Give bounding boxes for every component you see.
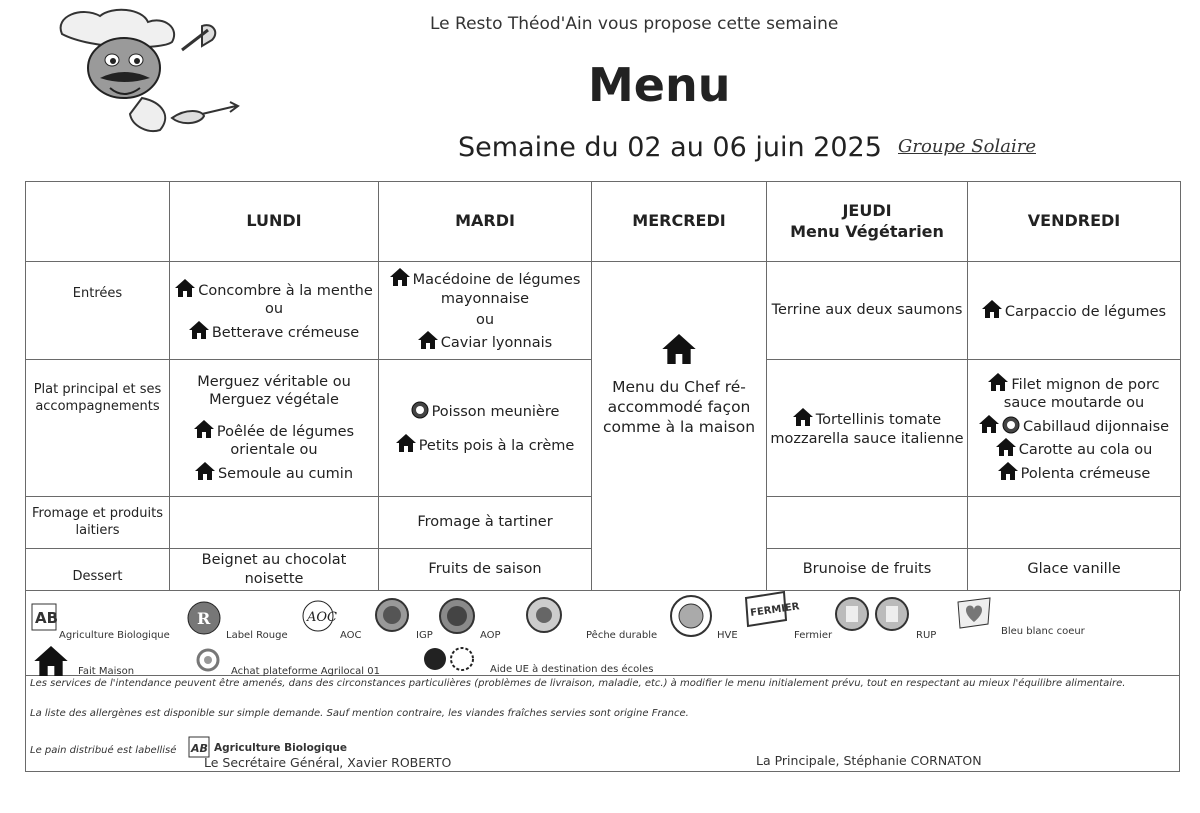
friday-fromage <box>968 497 1181 549</box>
friday-entrees <box>968 262 1181 360</box>
svg-text:R: R <box>197 609 211 628</box>
row-label-dessert: Dessert <box>26 549 170 591</box>
rup-seal-icon-1 <box>834 594 870 634</box>
row-label-fromage: Fromage et produits laitiers <box>26 497 170 549</box>
menu-item: Betterave crémeuse <box>173 321 375 343</box>
peche-durable-seal-icon <box>524 596 564 634</box>
day-header-monday: LUNDI <box>170 182 379 262</box>
aide-ue-logo <box>422 646 480 672</box>
day-header-friday: VENDREDI <box>968 182 1181 262</box>
thursday-label: JEUDI <box>842 201 892 221</box>
day-header-wednesday: MERCREDI <box>592 182 767 262</box>
signature-secretary: Le Secrétaire Général, Xavier ROBERTO <box>204 755 452 770</box>
agrilocal-logo <box>196 648 220 672</box>
footer-notes <box>25 676 1180 772</box>
house-icon <box>662 334 696 364</box>
house-icon <box>32 646 70 676</box>
ab-organic-logo <box>31 603 57 631</box>
friday-dessert: Glace vanille <box>968 549 1181 591</box>
house-icon <box>390 268 410 286</box>
hve-seal-icon <box>668 594 714 638</box>
house-icon <box>793 408 813 426</box>
aop-seal-icon <box>438 597 476 635</box>
corner-cell <box>26 182 170 262</box>
intro-text: Le Resto Théod'Ain vous propose cette semaine <box>430 14 839 34</box>
tuesday-plat <box>379 360 592 497</box>
svg-text:AB: AB <box>191 742 208 755</box>
legend-hve: HVE <box>717 630 738 641</box>
legend-bleu-blanc-coeur: Bleu blanc coeur <box>1001 626 1085 637</box>
note-bread: Le pain distribué est labellisé <box>30 745 177 756</box>
legend-aide-ue: Aide UE à destination des écoles <box>490 664 654 675</box>
house-icon <box>195 462 215 480</box>
note-allergens: La liste des allergènes est disponible sur simple demande. Sauf mention contraire, les viandes fraîches servies sont origine France. <box>30 708 689 719</box>
menu-item: Semoule au cumin <box>173 462 375 484</box>
rup-seal-icon-2 <box>874 594 910 634</box>
menu-item: Polenta crémeuse <box>971 462 1177 484</box>
igp-seal-icon <box>374 597 410 633</box>
menu-item: Poisson meunière <box>382 401 588 422</box>
sustainable-fishing-icon <box>1002 416 1020 434</box>
note-menu-changes: Les services de l'intendance peuvent être amenés, dans des circonstances particulières (problèmes de livraison, maladie, etc.) à modifier le menu initialement prévu, tout en respectant au mieux l'équilibre alimentaire. <box>30 678 1126 689</box>
thursday-fromage <box>767 497 968 549</box>
house-icon <box>982 300 1002 318</box>
menu-item: Caviar lyonnais <box>382 331 588 353</box>
menu-item: Tortellinis tomate mozzarella sauce italienne <box>770 408 964 448</box>
tuesday-entrees <box>379 262 592 360</box>
note-bread-label: Agriculture Biologique <box>214 742 348 754</box>
legend-igp: IGP <box>416 630 433 641</box>
legend-aop: AOP <box>480 630 501 641</box>
menu-item: Merguez véritable ou Merguez végétale <box>197 373 351 409</box>
svg-text:AOC: AOC <box>307 610 337 625</box>
menu-item: Carotte au cola ou <box>971 438 1177 460</box>
menu-table <box>25 181 1181 591</box>
menu-item: Concombre à la menthe ou <box>173 279 375 319</box>
house-icon <box>194 420 214 438</box>
legend-rup: RUP <box>916 630 937 641</box>
thursday-subtitle: Menu Végétarien <box>790 221 944 241</box>
house-icon <box>175 279 195 297</box>
thursday-dessert: Brunoise de fruits <box>767 549 968 591</box>
monday-fromage <box>170 497 379 549</box>
aoc-logo <box>298 598 338 634</box>
row-label-entrees: Entrées <box>26 262 170 360</box>
signature-principal: La Principale, Stéphanie CORNATON <box>756 753 982 768</box>
legend-agriculture-biologique: Agriculture Biologique <box>59 630 170 641</box>
chef-menu-text: Menu du Chef ré-accommodé façon comme à la maison <box>602 378 756 436</box>
tuesday-fromage: Fromage à tartiner <box>379 497 592 549</box>
chef-illustration <box>52 6 242 134</box>
menu-item: Macédoine de légumes mayonnaise <box>382 268 588 308</box>
monday-dessert: Beignet au chocolat noisette <box>170 549 379 591</box>
house-icon <box>988 373 1008 391</box>
sustainable-fishing-icon <box>411 401 429 419</box>
bleu-blanc-coeur-logo <box>954 596 994 630</box>
house-icon <box>998 462 1018 480</box>
house-icon <box>418 331 438 349</box>
page-title: Menu <box>588 58 731 112</box>
menu-item: Filet mignon de porc sauce moutarde ou <box>971 373 1177 413</box>
svg-text:FERMIER: FERMIER <box>749 601 801 620</box>
legend-agrilocal: Achat plateforme Agrilocal 01 <box>231 666 380 677</box>
tuesday-dessert: Fruits de saison <box>379 549 592 591</box>
row-label-plat: Plat principal et ses accompagnements <box>26 360 170 497</box>
legend-fait-maison: Fait Maison <box>78 666 135 677</box>
group-handwritten-note: Groupe Solaire <box>898 136 1036 157</box>
house-icon <box>996 438 1016 456</box>
menu-item: Petits pois à la crème <box>382 434 588 456</box>
label-rouge-logo <box>184 600 224 636</box>
thursday-plat <box>767 360 968 497</box>
labels-legend <box>25 590 1180 676</box>
monday-plat <box>170 360 379 497</box>
wednesday-chef-menu <box>592 262 767 591</box>
menu-item-separator: ou <box>475 311 495 328</box>
legend-aoc: AOC <box>340 630 362 641</box>
svg-text:AB: AB <box>35 609 59 627</box>
house-icon <box>189 321 209 339</box>
friday-plat <box>968 360 1181 497</box>
house-icon <box>979 415 999 433</box>
legend-label-rouge: Label Rouge <box>226 630 288 641</box>
legend-peche-durable: Pêche durable <box>586 630 658 641</box>
thursday-entrees: Terrine aux deux saumons <box>767 262 968 360</box>
menu-item: Poêlée de légumes orientale ou <box>173 420 375 460</box>
house-icon <box>396 434 416 452</box>
fermier-badge-icon <box>740 590 801 630</box>
menu-item: Carpaccio de légumes <box>971 300 1177 322</box>
monday-entrees <box>170 262 379 360</box>
week-dates: Semaine du 02 au 06 juin 2025 <box>458 132 882 163</box>
day-header-thursday <box>767 182 968 262</box>
menu-item: Cabillaud dijonnaise <box>971 415 1177 437</box>
day-header-tuesday: MARDI <box>379 182 592 262</box>
legend-fermier: Fermier <box>794 630 833 641</box>
